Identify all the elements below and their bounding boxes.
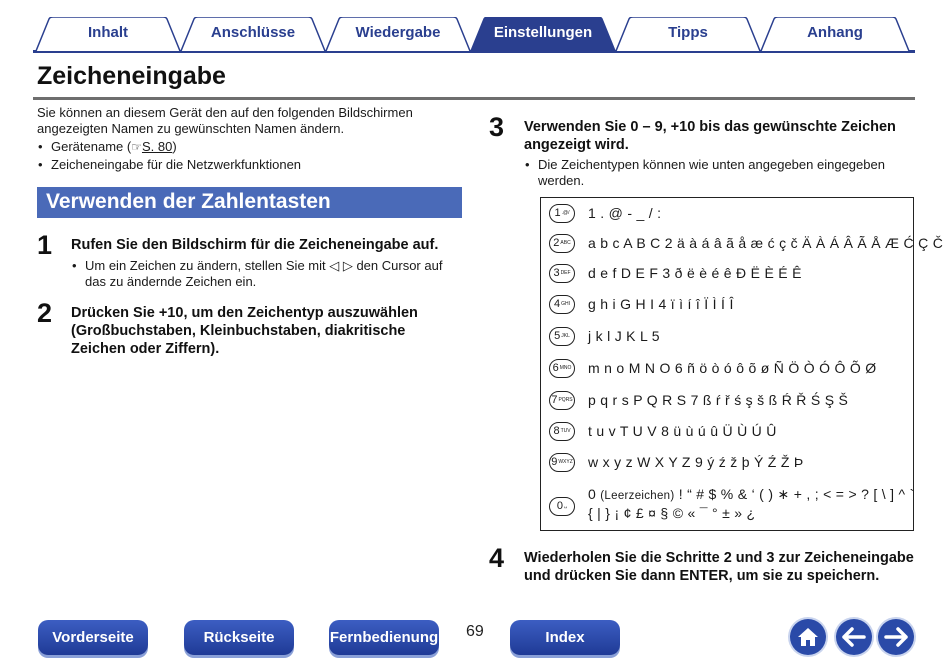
step-bullet: • Um ein Zeichen zu ändern, stellen Sie mit ◁ ▷ den Cursor auf das zu ändernde Zeichen ein. xyxy=(71,258,456,290)
back-button[interactable] xyxy=(836,619,872,655)
char-symbols-2: { | } ¡ ¢ £ ¤ § © « ¯ ° ± » ¿ xyxy=(588,505,756,521)
front-button[interactable]: Vorderseite xyxy=(38,620,148,655)
key-2-icon: 2 ABC xyxy=(549,234,575,253)
char-list: t u v T U V 8 ü ù ú û Ü Ù Ú Û xyxy=(588,423,777,439)
page-ref-link[interactable]: S. 80 xyxy=(141,139,173,154)
tab-wiedergabe[interactable] xyxy=(325,17,471,51)
intro-text: Sie können an diesem Gerät den auf den folgenden Bildschirmen angezeigten Namen zu gewünschten Namen ändern. xyxy=(37,105,413,136)
bullet-network: • Zeicheneingabe für die Netzwerkfunktionen xyxy=(37,157,457,173)
home-icon xyxy=(796,626,820,648)
step-heading: Drücken Sie +10, um den Zeichentyp auszuwählen (Großbuchstaben, Kleinbuchstaben, diakritische Zeichen oder Ziffern). xyxy=(71,305,418,357)
page-number: 69 xyxy=(466,623,484,640)
key-8-icon: 8 TUV xyxy=(549,422,575,441)
step-2 xyxy=(71,304,456,358)
home-button[interactable] xyxy=(790,619,826,655)
key-6-icon: 6 MNO xyxy=(549,359,575,378)
forward-button[interactable] xyxy=(878,619,914,655)
bullet-prefix: Gerätename ( xyxy=(51,139,132,154)
key-7-icon: 7 PQRS xyxy=(549,391,575,410)
step-heading: Wiederholen Sie die Schritte 2 und 3 zur Zeicheneingabe und drücken Sie dann ENTER, um sie zu speichern. xyxy=(524,550,914,584)
step-bullet: • Die Zeichentypen können wie unten angegeben eingegeben werden. xyxy=(524,157,919,189)
key-9-icon: 9 WXYZ xyxy=(549,453,575,472)
arrow-left-icon xyxy=(842,627,866,647)
key-0-icon: 0 ␣ xyxy=(549,497,575,516)
tab-label: Inhalt xyxy=(88,24,128,41)
pointing-hand-icon: ☞ xyxy=(131,140,142,154)
bullet-suffix: ) xyxy=(172,139,177,154)
key-3-icon: 3 DEF xyxy=(549,264,575,283)
tab-label: Anschlüsse xyxy=(210,24,296,41)
tab-label: Tipps xyxy=(668,24,708,41)
tab-label: Wiedergabe xyxy=(355,24,441,41)
remote-button[interactable]: Fernbedienung xyxy=(329,620,439,655)
character-table xyxy=(540,197,944,531)
key-5-icon: 5 JKL xyxy=(549,327,575,346)
arrow-right-icon xyxy=(884,627,908,647)
char-list: j k l J K L 5 xyxy=(588,328,660,344)
char-row xyxy=(549,494,588,518)
tab-anhang[interactable] xyxy=(760,17,910,51)
section-title: Verwenden der Zahlentasten xyxy=(46,190,331,213)
page-title: Zeicheneingabe xyxy=(37,62,226,90)
char-row xyxy=(549,450,804,474)
step-heading: Rufen Sie den Bildschirm für die Zeicheneingabe auf. xyxy=(71,237,439,253)
title-divider xyxy=(33,97,915,100)
tab-tipps[interactable] xyxy=(615,17,761,51)
section-header xyxy=(37,187,462,218)
step-number: 1 xyxy=(37,230,53,260)
index-button[interactable]: Index xyxy=(510,620,620,655)
char-row xyxy=(549,201,661,225)
char-row xyxy=(549,356,877,380)
char-list-zero xyxy=(588,486,915,521)
rear-button[interactable]: Rückseite xyxy=(184,620,294,655)
char-row xyxy=(549,324,660,348)
char-list: w x y z W X Y Z 9 ý ź ž þ Ý Ź Ž Þ xyxy=(588,454,804,470)
step-3 xyxy=(524,118,919,189)
char-list: g h i G H I 4 ï ì í î Ï Ì Í Î xyxy=(588,296,734,312)
step-number: 2 xyxy=(37,298,53,328)
step-number: 3 xyxy=(489,112,505,142)
char-list: p q r s P Q R S 7 ß ŕ ř ś ş š ß Ŕ Ř Ś Ş Š xyxy=(588,392,849,408)
char-zero: 0 xyxy=(588,486,597,502)
tab-label: Einstellungen xyxy=(493,24,593,41)
space-label: (Leerzeichen) xyxy=(600,490,675,502)
char-row xyxy=(549,388,848,412)
key-1-icon: 1 .@/ xyxy=(549,204,575,223)
bullet-device-name xyxy=(37,139,457,155)
tab-anschluesse[interactable] xyxy=(180,17,326,51)
char-list: 1 . @ - _ / : xyxy=(588,205,662,221)
step-1 xyxy=(71,236,456,290)
char-list: a b c A B C 2 ä à á â ã å æ ć ç č Ä À Á Â Ã Å Æ Ć Ç Č xyxy=(588,235,944,251)
tab-inhalt[interactable] xyxy=(35,17,181,51)
char-row xyxy=(549,261,802,285)
step-heading: Verwenden Sie 0 – 9, +10 bis das gewünschte Zeichen angezeigt wird. xyxy=(524,119,896,153)
char-symbols: ! “ # $ % & ‘ ( ) ∗ + , ; < = > ? [ \ ] ^ ` xyxy=(678,486,915,502)
char-list: m n o M N O 6 ñ ö ò ó ô õ ø Ñ Ö Ò Ó Ô Õ Ø xyxy=(588,360,877,376)
char-row xyxy=(549,231,943,255)
step-4 xyxy=(524,549,919,585)
char-list: d e f D E F 3 ð ë è é ê Ð Ë È É Ê xyxy=(588,265,802,281)
key-4-icon: 4 GHI xyxy=(549,295,575,314)
tab-label: Anhang xyxy=(807,24,863,41)
step-number: 4 xyxy=(489,543,505,573)
char-row xyxy=(549,292,734,316)
tab-einstellungen[interactable] xyxy=(470,17,616,51)
intro-block xyxy=(37,105,457,173)
char-row xyxy=(549,419,777,443)
